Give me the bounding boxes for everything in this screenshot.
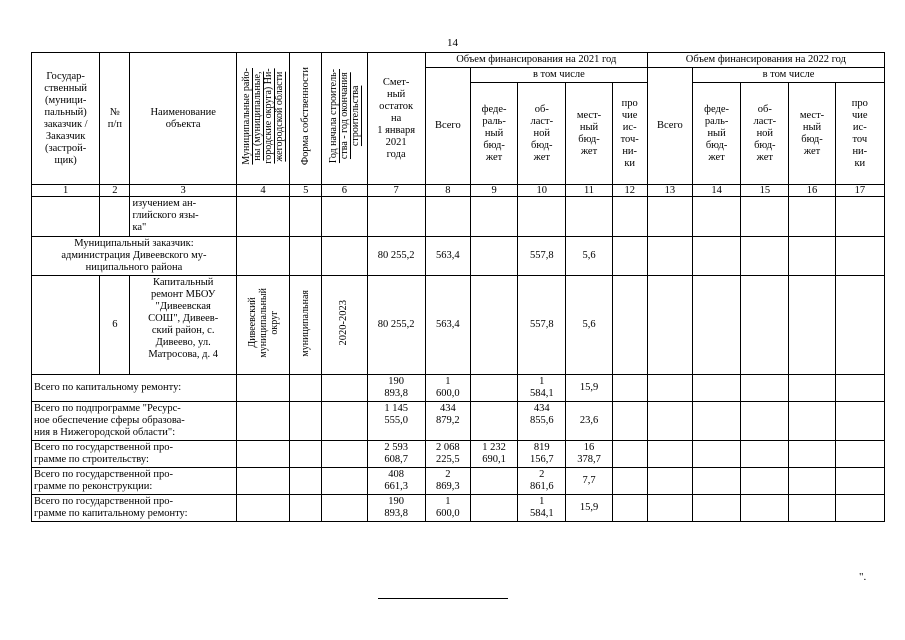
customer-label: Муниципальный заказчик: администрация Дивеевского му- ниципального района <box>32 237 237 276</box>
column-number: 10 <box>518 185 566 197</box>
federal-2021-value <box>470 468 517 495</box>
column-number: 12 <box>612 185 647 197</box>
local-2021-value: 15,9 <box>566 495 612 522</box>
cell <box>647 237 692 276</box>
table-row-summary <box>32 375 885 402</box>
cell <box>236 197 289 237</box>
summary-label: Всего по государственной про- грамме по строительству: <box>32 441 237 468</box>
cell <box>741 276 789 375</box>
cell <box>100 197 130 237</box>
federal-2021-value: 1 232 690,1 <box>470 441 517 468</box>
cell <box>612 197 647 237</box>
cell <box>692 495 740 522</box>
header-other-2022: про чие ис- точ ни- ки <box>835 83 884 185</box>
table-row-object <box>32 276 885 375</box>
page-number: 14 <box>447 37 458 49</box>
summary-label: Всего по государственной про- грамме по реконструкции: <box>32 468 237 495</box>
header-total-2022: Всего <box>647 68 692 185</box>
closing-quote-mark: ". <box>859 571 867 583</box>
federal-2021-value <box>470 402 517 441</box>
cell <box>789 441 835 468</box>
cell <box>789 375 835 402</box>
federal-2021-value <box>470 495 517 522</box>
header-row-1 <box>32 53 885 68</box>
cell <box>322 495 367 522</box>
header-number: № п/п <box>100 53 130 185</box>
header-local-2021: мест- ный бюд- жет <box>566 83 612 185</box>
header-federal-2021: феде- раль- ный бюд- жет <box>470 83 517 185</box>
cell <box>741 402 789 441</box>
object-years-text: 2020-2023 <box>338 300 350 346</box>
cell <box>692 402 740 441</box>
table-row-summary <box>32 402 885 441</box>
cell <box>32 276 100 375</box>
cell <box>290 441 322 468</box>
cell <box>290 468 322 495</box>
column-number-row <box>32 185 885 197</box>
cell <box>741 495 789 522</box>
column-number: 13 <box>647 185 692 197</box>
cell <box>236 375 289 402</box>
regional-2021-value: 557,8 <box>518 237 566 276</box>
estimate-value: 2 593 608,7 <box>367 441 425 468</box>
regional-2021-value: 1 584,1 <box>518 375 566 402</box>
total-2021-value: 2 869,3 <box>425 468 470 495</box>
header-ownership <box>290 53 322 185</box>
cell <box>835 495 884 522</box>
cell <box>236 402 289 441</box>
cell <box>290 495 322 522</box>
table-row-summary <box>32 495 885 522</box>
header-estimate: Смет- ный остаток на 1 января 2021 года <box>367 53 425 185</box>
regional-2021-value: 2 861,6 <box>518 468 566 495</box>
total-2021-value: 1 600,0 <box>425 375 470 402</box>
cell <box>322 375 367 402</box>
estimate-value: 1 145 555,0 <box>367 402 425 441</box>
cell <box>741 468 789 495</box>
cell <box>647 495 692 522</box>
column-number: 6 <box>322 185 367 197</box>
cell <box>236 441 289 468</box>
column-number: 2 <box>100 185 130 197</box>
cell <box>470 197 517 237</box>
cell <box>692 237 740 276</box>
estimate-value: 80 255,2 <box>367 276 425 375</box>
cell <box>741 441 789 468</box>
local-2021-value: 5,6 <box>566 276 612 375</box>
header-regional-2021: об- ласт- ной бюд- жет <box>518 83 566 185</box>
header-federal-2022: феде- раль- ный бюд- жет <box>692 83 740 185</box>
local-2021-value: 7,7 <box>566 468 612 495</box>
cell <box>290 375 322 402</box>
column-number: 7 <box>367 185 425 197</box>
cell <box>647 468 692 495</box>
header-incl-2022: в том числе <box>692 68 884 83</box>
column-number: 14 <box>692 185 740 197</box>
regional-2021-value: 434 855,6 <box>518 402 566 441</box>
header-years <box>322 53 367 185</box>
header-fin-2022: Объем финансирования на 2022 год <box>647 53 884 68</box>
table-row-customer <box>32 237 885 276</box>
header-ownership-text: Форма собственности <box>299 67 311 166</box>
header-customer: Государ- ственный (муници- пальный) заказчик / Заказчик (застрой- щик) <box>32 53 100 185</box>
header-other-2021: про чие ис- точ- ни- ки <box>612 83 647 185</box>
cell <box>647 276 692 375</box>
summary-label: Всего по государственной про- грамме по капитальному ремонту: <box>32 495 237 522</box>
cell <box>518 197 566 237</box>
header-years-text: Год начала строитель- ства - год окончания строительства <box>327 69 361 164</box>
federal-2021-value <box>470 375 517 402</box>
cell <box>647 375 692 402</box>
cell <box>322 402 367 441</box>
total-2021-value: 2 068 225,5 <box>425 441 470 468</box>
header-municipality <box>236 53 289 185</box>
column-number: 3 <box>130 185 236 197</box>
cell <box>789 197 835 237</box>
cell <box>612 375 647 402</box>
cell <box>367 197 425 237</box>
cell <box>290 237 322 276</box>
object-name-continuation: изучением ан- глийского язы- ка" <box>130 197 236 237</box>
cell <box>692 441 740 468</box>
column-number: 8 <box>425 185 470 197</box>
total-2021-value: 1 600,0 <box>425 495 470 522</box>
object-ownership-text: муниципальная <box>300 289 312 357</box>
cell <box>692 468 740 495</box>
object-ownership <box>290 276 322 375</box>
summary-label: Всего по подпрограмме "Ресурс- ное обеспечение сферы образова- ния в Нижегородской области": <box>32 402 237 441</box>
column-number: 16 <box>789 185 835 197</box>
total-2021-value: 563,4 <box>425 276 470 375</box>
cell <box>647 197 692 237</box>
federal-2021-value <box>470 276 517 375</box>
cell <box>612 495 647 522</box>
cell <box>322 197 367 237</box>
object-name: Капитальный ремонт МБОУ "Дивеевская СОШ", Дивеев- ский район, с. Дивеево, ул. Матросова, д. 4 <box>130 276 236 375</box>
total-2021-value: 563,4 <box>425 237 470 276</box>
local-2021-value: 15,9 <box>566 375 612 402</box>
cell <box>647 402 692 441</box>
table-row-summary <box>32 441 885 468</box>
header-municipality-text: Муниципальные райо- ны (муниципальные, городские округа) Ни- жегородской области <box>241 68 286 165</box>
object-municipality <box>236 276 289 375</box>
header-fin-2021: Объем финансирования на 2021 год <box>425 53 647 68</box>
cell <box>236 237 289 276</box>
estimate-value: 80 255,2 <box>367 237 425 276</box>
header-total-2021: Всего <box>425 68 470 185</box>
cell <box>322 441 367 468</box>
object-number: 6 <box>100 276 130 375</box>
cell <box>32 197 100 237</box>
cell <box>322 237 367 276</box>
column-number: 11 <box>566 185 612 197</box>
federal-2021-value <box>470 237 517 276</box>
column-number: 5 <box>290 185 322 197</box>
header-object-name: Наименование объекта <box>130 53 236 185</box>
cell <box>835 402 884 441</box>
cell <box>789 402 835 441</box>
footnote-separator-line <box>378 598 508 599</box>
column-number: 15 <box>741 185 789 197</box>
local-2021-value: 23,6 <box>566 402 612 441</box>
cell <box>612 276 647 375</box>
local-2021-value: 16 378,7 <box>566 441 612 468</box>
cell <box>789 237 835 276</box>
cell <box>612 468 647 495</box>
cell <box>835 276 884 375</box>
cell <box>290 197 322 237</box>
cell <box>789 276 835 375</box>
cell <box>692 197 740 237</box>
header-regional-2022: об- ласт- ной бюд- жет <box>741 83 789 185</box>
object-municipality-text: Дивеевский муниципальный округ <box>246 288 280 358</box>
column-number: 4 <box>236 185 289 197</box>
cell <box>835 375 884 402</box>
estimate-value: 190 893,8 <box>367 375 425 402</box>
cell <box>789 468 835 495</box>
cell <box>236 495 289 522</box>
cell <box>236 468 289 495</box>
cell <box>741 375 789 402</box>
summary-label: Всего по капитальному ремонту: <box>32 375 237 402</box>
cell <box>692 375 740 402</box>
column-number: 1 <box>32 185 100 197</box>
cell <box>566 197 612 237</box>
cell <box>789 495 835 522</box>
cell <box>290 402 322 441</box>
column-number: 17 <box>835 185 884 197</box>
cell <box>425 197 470 237</box>
column-number: 9 <box>470 185 517 197</box>
regional-2021-value: 819 156,7 <box>518 441 566 468</box>
header-incl-2021: в том числе <box>470 68 647 83</box>
financing-table <box>31 52 885 522</box>
regional-2021-value: 557,8 <box>518 276 566 375</box>
cell <box>835 468 884 495</box>
estimate-value: 190 893,8 <box>367 495 425 522</box>
object-years <box>322 276 367 375</box>
table-row-continuation <box>32 197 885 237</box>
header-local-2022: мест- ный бюд- жет <box>789 83 835 185</box>
cell <box>612 237 647 276</box>
estimate-value: 408 661,3 <box>367 468 425 495</box>
cell <box>612 402 647 441</box>
cell <box>612 441 647 468</box>
cell <box>647 441 692 468</box>
cell <box>741 237 789 276</box>
cell <box>692 276 740 375</box>
local-2021-value: 5,6 <box>566 237 612 276</box>
table-row-summary <box>32 468 885 495</box>
cell <box>835 237 884 276</box>
cell <box>835 441 884 468</box>
total-2021-value: 434 879,2 <box>425 402 470 441</box>
cell <box>741 197 789 237</box>
cell <box>835 197 884 237</box>
cell <box>322 468 367 495</box>
regional-2021-value: 1 584,1 <box>518 495 566 522</box>
